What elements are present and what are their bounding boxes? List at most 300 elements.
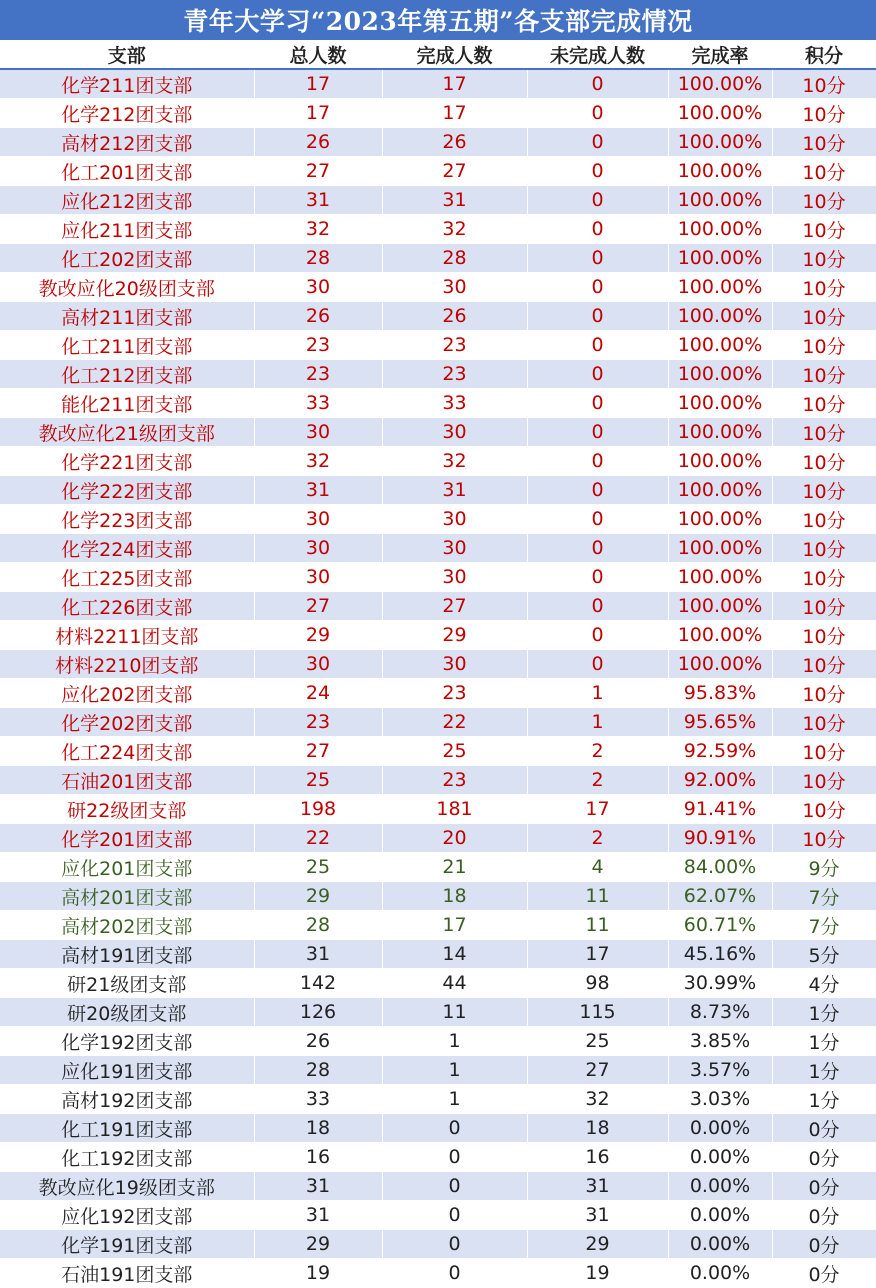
table-row <box>0 534 876 563</box>
cell-incomplete: 4 <box>527 853 668 882</box>
cell-incomplete: 11 <box>527 882 668 911</box>
cell-rate: 45.16% <box>668 940 772 969</box>
cell-branch: 化学211团支部 <box>0 69 254 99</box>
cell-score: 0分 <box>772 1172 876 1201</box>
cell-incomplete: 0 <box>527 418 668 447</box>
cell-completed: 30 <box>382 273 527 302</box>
cell-total: 27 <box>254 592 382 621</box>
cell-completed: 26 <box>382 302 527 331</box>
cell-score: 10分 <box>772 795 876 824</box>
cell-total: 33 <box>254 1085 382 1114</box>
cell-completed: 30 <box>382 650 527 679</box>
cell-rate: 3.03% <box>668 1085 772 1114</box>
cell-completed: 26 <box>382 128 527 157</box>
cell-branch: 研21级团支部 <box>0 969 254 998</box>
cell-total: 16 <box>254 1143 382 1172</box>
cell-completed: 31 <box>382 476 527 505</box>
cell-branch: 材料2210团支部 <box>0 650 254 679</box>
table-row <box>0 940 876 969</box>
table-row <box>0 302 876 331</box>
cell-incomplete: 115 <box>527 998 668 1027</box>
cell-branch: 化工225团支部 <box>0 563 254 592</box>
cell-rate: 100.00% <box>668 186 772 215</box>
cell-total: 198 <box>254 795 382 824</box>
cell-rate: 92.59% <box>668 737 772 766</box>
cell-branch: 高材201团支部 <box>0 882 254 911</box>
table-row <box>0 389 876 418</box>
cell-incomplete: 29 <box>527 1230 668 1259</box>
table-row <box>0 824 876 853</box>
cell-branch: 化学212团支部 <box>0 99 254 128</box>
cell-score: 0分 <box>772 1201 876 1230</box>
cell-total: 25 <box>254 853 382 882</box>
cell-total: 32 <box>254 447 382 476</box>
cell-rate: 100.00% <box>668 360 772 389</box>
cell-rate: 90.91% <box>668 824 772 853</box>
cell-total: 27 <box>254 737 382 766</box>
cell-total: 30 <box>254 418 382 447</box>
cell-total: 31 <box>254 476 382 505</box>
cell-branch: 化学224团支部 <box>0 534 254 563</box>
cell-total: 17 <box>254 69 382 99</box>
cell-branch: 化学223团支部 <box>0 505 254 534</box>
cell-rate: 8.73% <box>668 998 772 1027</box>
header-completed: 完成人数 <box>382 40 527 69</box>
cell-incomplete: 2 <box>527 766 668 795</box>
table-row <box>0 969 876 998</box>
cell-total: 23 <box>254 708 382 737</box>
cell-score: 10分 <box>772 621 876 650</box>
cell-rate: 100.00% <box>668 650 772 679</box>
cell-rate: 100.00% <box>668 447 772 476</box>
cell-incomplete: 19 <box>527 1259 668 1288</box>
cell-completed: 29 <box>382 621 527 650</box>
table-row <box>0 998 876 1027</box>
cell-completed: 1 <box>382 1056 527 1085</box>
cell-branch: 化学221团支部 <box>0 447 254 476</box>
cell-branch: 化工226团支部 <box>0 592 254 621</box>
cell-rate: 100.00% <box>668 302 772 331</box>
table-row <box>0 679 876 708</box>
cell-score: 9分 <box>772 853 876 882</box>
cell-completed: 23 <box>382 360 527 389</box>
cell-completed: 22 <box>382 708 527 737</box>
cell-rate: 100.00% <box>668 534 772 563</box>
table-row <box>0 911 876 940</box>
cell-total: 24 <box>254 679 382 708</box>
cell-score: 0分 <box>772 1230 876 1259</box>
cell-rate: 100.00% <box>668 69 772 99</box>
cell-branch: 化工192团支部 <box>0 1143 254 1172</box>
cell-score: 0分 <box>772 1259 876 1288</box>
cell-total: 26 <box>254 128 382 157</box>
cell-incomplete: 0 <box>527 505 668 534</box>
cell-rate: 3.85% <box>668 1027 772 1056</box>
cell-rate: 100.00% <box>668 128 772 157</box>
cell-total: 33 <box>254 389 382 418</box>
table-row <box>0 418 876 447</box>
header-rate: 完成率 <box>668 40 772 69</box>
cell-total: 142 <box>254 969 382 998</box>
cell-score: 10分 <box>772 592 876 621</box>
cell-incomplete: 32 <box>527 1085 668 1114</box>
cell-rate: 100.00% <box>668 505 772 534</box>
cell-total: 23 <box>254 331 382 360</box>
cell-rate: 92.00% <box>668 766 772 795</box>
cell-score: 7分 <box>772 911 876 940</box>
cell-total: 29 <box>254 1230 382 1259</box>
cell-total: 27 <box>254 157 382 186</box>
cell-completed: 11 <box>382 998 527 1027</box>
cell-score: 10分 <box>772 534 876 563</box>
cell-branch: 石油201团支部 <box>0 766 254 795</box>
cell-rate: 100.00% <box>668 621 772 650</box>
cell-score: 1分 <box>772 1056 876 1085</box>
cell-completed: 18 <box>382 882 527 911</box>
cell-completed: 30 <box>382 418 527 447</box>
cell-branch: 化学201团支部 <box>0 824 254 853</box>
table-row <box>0 1056 876 1085</box>
cell-branch: 高材191团支部 <box>0 940 254 969</box>
cell-rate: 100.00% <box>668 273 772 302</box>
cell-incomplete: 0 <box>527 302 668 331</box>
cell-completed: 30 <box>382 563 527 592</box>
cell-total: 31 <box>254 1201 382 1230</box>
table-row <box>0 563 876 592</box>
table-row <box>0 650 876 679</box>
cell-score: 10分 <box>772 476 876 505</box>
table-row <box>0 215 876 244</box>
cell-incomplete: 0 <box>527 331 668 360</box>
cell-branch: 高材211团支部 <box>0 302 254 331</box>
completion-table <box>0 40 876 1288</box>
cell-completed: 30 <box>382 505 527 534</box>
cell-score: 10分 <box>772 69 876 99</box>
table-row <box>0 273 876 302</box>
cell-completed: 0 <box>382 1143 527 1172</box>
cell-completed: 27 <box>382 157 527 186</box>
header-branch: 支部 <box>0 40 254 69</box>
cell-total: 26 <box>254 1027 382 1056</box>
cell-score: 10分 <box>772 215 876 244</box>
cell-incomplete: 0 <box>527 244 668 273</box>
cell-incomplete: 0 <box>527 273 668 302</box>
cell-score: 10分 <box>772 273 876 302</box>
table-row <box>0 360 876 389</box>
table-row <box>0 505 876 534</box>
cell-rate: 100.00% <box>668 563 772 592</box>
cell-score: 10分 <box>772 418 876 447</box>
cell-score: 10分 <box>772 447 876 476</box>
cell-completed: 23 <box>382 331 527 360</box>
cell-branch: 研22级团支部 <box>0 795 254 824</box>
cell-rate: 100.00% <box>668 389 772 418</box>
table-row <box>0 1143 876 1172</box>
cell-completed: 0 <box>382 1259 527 1288</box>
cell-completed: 0 <box>382 1230 527 1259</box>
cell-score: 5分 <box>772 940 876 969</box>
cell-incomplete: 0 <box>527 360 668 389</box>
cell-total: 23 <box>254 360 382 389</box>
cell-score: 10分 <box>772 650 876 679</box>
cell-rate: 0.00% <box>668 1230 772 1259</box>
cell-branch: 化工191团支部 <box>0 1114 254 1143</box>
table-row <box>0 708 876 737</box>
cell-score: 0分 <box>772 1143 876 1172</box>
cell-completed: 32 <box>382 215 527 244</box>
cell-rate: 95.83% <box>668 679 772 708</box>
cell-score: 10分 <box>772 244 876 273</box>
cell-completed: 27 <box>382 592 527 621</box>
cell-completed: 17 <box>382 99 527 128</box>
cell-completed: 181 <box>382 795 527 824</box>
cell-score: 10分 <box>772 708 876 737</box>
cell-rate: 0.00% <box>668 1114 772 1143</box>
cell-branch: 化学191团支部 <box>0 1230 254 1259</box>
cell-incomplete: 0 <box>527 650 668 679</box>
cell-completed: 0 <box>382 1201 527 1230</box>
cell-rate: 0.00% <box>668 1259 772 1288</box>
cell-rate: 100.00% <box>668 99 772 128</box>
cell-incomplete: 0 <box>527 215 668 244</box>
cell-total: 32 <box>254 215 382 244</box>
cell-total: 28 <box>254 1056 382 1085</box>
cell-completed: 33 <box>382 389 527 418</box>
cell-completed: 23 <box>382 679 527 708</box>
cell-score: 7分 <box>772 882 876 911</box>
table-row <box>0 244 876 273</box>
cell-total: 19 <box>254 1259 382 1288</box>
cell-branch: 材料2211团支部 <box>0 621 254 650</box>
cell-score: 10分 <box>772 824 876 853</box>
cell-rate: 100.00% <box>668 157 772 186</box>
cell-branch: 高材192团支部 <box>0 1085 254 1114</box>
cell-incomplete: 16 <box>527 1143 668 1172</box>
cell-total: 30 <box>254 505 382 534</box>
cell-completed: 20 <box>382 824 527 853</box>
cell-total: 29 <box>254 882 382 911</box>
cell-branch: 高材202团支部 <box>0 911 254 940</box>
cell-score: 10分 <box>772 563 876 592</box>
cell-incomplete: 0 <box>527 99 668 128</box>
cell-incomplete: 0 <box>527 563 668 592</box>
cell-incomplete: 0 <box>527 534 668 563</box>
cell-incomplete: 31 <box>527 1172 668 1201</box>
cell-rate: 100.00% <box>668 476 772 505</box>
cell-rate: 100.00% <box>668 592 772 621</box>
cell-branch: 教改应化21级团支部 <box>0 418 254 447</box>
cell-total: 26 <box>254 302 382 331</box>
cell-branch: 教改应化19级团支部 <box>0 1172 254 1201</box>
cell-completed: 30 <box>382 534 527 563</box>
cell-rate: 100.00% <box>668 418 772 447</box>
cell-score: 1分 <box>772 1027 876 1056</box>
cell-score: 10分 <box>772 186 876 215</box>
cell-rate: 60.71% <box>668 911 772 940</box>
cell-total: 22 <box>254 824 382 853</box>
cell-branch: 高材212团支部 <box>0 128 254 157</box>
cell-incomplete: 0 <box>527 157 668 186</box>
cell-rate: 100.00% <box>668 244 772 273</box>
cell-rate: 0.00% <box>668 1172 772 1201</box>
header-total: 总人数 <box>254 40 382 69</box>
cell-branch: 化学192团支部 <box>0 1027 254 1056</box>
cell-incomplete: 0 <box>527 476 668 505</box>
header-row <box>0 40 876 69</box>
table-row <box>0 882 876 911</box>
table-row <box>0 1114 876 1143</box>
table-row <box>0 621 876 650</box>
cell-total: 31 <box>254 186 382 215</box>
cell-completed: 17 <box>382 911 527 940</box>
cell-score: 10分 <box>772 99 876 128</box>
cell-score: 10分 <box>772 737 876 766</box>
table-row <box>0 1259 876 1288</box>
cell-score: 10分 <box>772 389 876 418</box>
table-row <box>0 186 876 215</box>
cell-total: 30 <box>254 650 382 679</box>
table-body <box>0 69 876 1288</box>
cell-branch: 化学222团支部 <box>0 476 254 505</box>
cell-score: 10分 <box>772 157 876 186</box>
cell-rate: 62.07% <box>668 882 772 911</box>
cell-completed: 14 <box>382 940 527 969</box>
cell-incomplete: 17 <box>527 940 668 969</box>
cell-score: 1分 <box>772 998 876 1027</box>
cell-incomplete: 31 <box>527 1201 668 1230</box>
cell-rate: 100.00% <box>668 215 772 244</box>
cell-total: 18 <box>254 1114 382 1143</box>
cell-branch: 化工224团支部 <box>0 737 254 766</box>
cell-score: 10分 <box>772 360 876 389</box>
cell-completed: 1 <box>382 1085 527 1114</box>
cell-branch: 化工211团支部 <box>0 331 254 360</box>
table-row <box>0 737 876 766</box>
cell-rate: 95.65% <box>668 708 772 737</box>
cell-completed: 31 <box>382 186 527 215</box>
table-row <box>0 1230 876 1259</box>
cell-branch: 能化211团支部 <box>0 389 254 418</box>
cell-branch: 应化191团支部 <box>0 1056 254 1085</box>
cell-incomplete: 17 <box>527 795 668 824</box>
cell-total: 17 <box>254 99 382 128</box>
table-row <box>0 1201 876 1230</box>
cell-branch: 化学202团支部 <box>0 708 254 737</box>
cell-branch: 化工212团支部 <box>0 360 254 389</box>
table-row <box>0 766 876 795</box>
cell-score: 10分 <box>772 128 876 157</box>
cell-completed: 1 <box>382 1027 527 1056</box>
table-row <box>0 592 876 621</box>
header-incomplete: 未完成人数 <box>527 40 668 69</box>
cell-incomplete: 1 <box>527 679 668 708</box>
cell-incomplete: 18 <box>527 1114 668 1143</box>
cell-branch: 石油191团支部 <box>0 1259 254 1288</box>
cell-incomplete: 1 <box>527 708 668 737</box>
cell-completed: 44 <box>382 969 527 998</box>
cell-incomplete: 0 <box>527 69 668 99</box>
cell-total: 29 <box>254 621 382 650</box>
cell-total: 30 <box>254 534 382 563</box>
cell-branch: 教改应化20级团支部 <box>0 273 254 302</box>
cell-rate: 100.00% <box>668 331 772 360</box>
cell-branch: 应化211团支部 <box>0 215 254 244</box>
cell-score: 1分 <box>772 1085 876 1114</box>
cell-total: 30 <box>254 563 382 592</box>
cell-branch: 化工202团支部 <box>0 244 254 273</box>
cell-incomplete: 0 <box>527 592 668 621</box>
cell-incomplete: 0 <box>527 128 668 157</box>
cell-incomplete: 0 <box>527 389 668 418</box>
cell-score: 10分 <box>772 302 876 331</box>
cell-total: 30 <box>254 273 382 302</box>
table-row <box>0 99 876 128</box>
cell-score: 10分 <box>772 505 876 534</box>
cell-total: 126 <box>254 998 382 1027</box>
cell-branch: 研20级团支部 <box>0 998 254 1027</box>
table-row <box>0 853 876 882</box>
table-row <box>0 447 876 476</box>
cell-incomplete: 0 <box>527 447 668 476</box>
cell-incomplete: 2 <box>527 824 668 853</box>
table-row <box>0 476 876 505</box>
table-row <box>0 1172 876 1201</box>
cell-branch: 应化201团支部 <box>0 853 254 882</box>
table-row <box>0 69 876 99</box>
cell-rate: 30.99% <box>668 969 772 998</box>
cell-branch: 化工201团支部 <box>0 157 254 186</box>
cell-incomplete: 27 <box>527 1056 668 1085</box>
cell-branch: 应化202团支部 <box>0 679 254 708</box>
sheet-title: 青年大学习“2023年第五期”各支部完成情况 <box>0 0 876 40</box>
cell-score: 10分 <box>772 766 876 795</box>
cell-completed: 28 <box>382 244 527 273</box>
cell-total: 28 <box>254 244 382 273</box>
cell-completed: 25 <box>382 737 527 766</box>
cell-completed: 0 <box>382 1114 527 1143</box>
cell-incomplete: 0 <box>527 186 668 215</box>
cell-rate: 0.00% <box>668 1201 772 1230</box>
cell-incomplete: 11 <box>527 911 668 940</box>
cell-score: 0分 <box>772 1114 876 1143</box>
cell-score: 10分 <box>772 331 876 360</box>
cell-completed: 17 <box>382 69 527 99</box>
cell-incomplete: 98 <box>527 969 668 998</box>
table-row <box>0 128 876 157</box>
cell-incomplete: 0 <box>527 621 668 650</box>
cell-completed: 32 <box>382 447 527 476</box>
cell-completed: 21 <box>382 853 527 882</box>
cell-branch: 应化212团支部 <box>0 186 254 215</box>
cell-incomplete: 25 <box>527 1027 668 1056</box>
cell-completed: 0 <box>382 1172 527 1201</box>
cell-total: 25 <box>254 766 382 795</box>
cell-rate: 84.00% <box>668 853 772 882</box>
cell-completed: 23 <box>382 766 527 795</box>
cell-incomplete: 2 <box>527 737 668 766</box>
header-score: 积分 <box>772 40 876 69</box>
table-row <box>0 157 876 186</box>
cell-total: 31 <box>254 1172 382 1201</box>
cell-rate: 3.57% <box>668 1056 772 1085</box>
cell-rate: 0.00% <box>668 1143 772 1172</box>
table-row <box>0 1085 876 1114</box>
cell-total: 31 <box>254 940 382 969</box>
cell-score: 10分 <box>772 679 876 708</box>
cell-total: 28 <box>254 911 382 940</box>
cell-branch: 应化192团支部 <box>0 1201 254 1230</box>
cell-score: 4分 <box>772 969 876 998</box>
